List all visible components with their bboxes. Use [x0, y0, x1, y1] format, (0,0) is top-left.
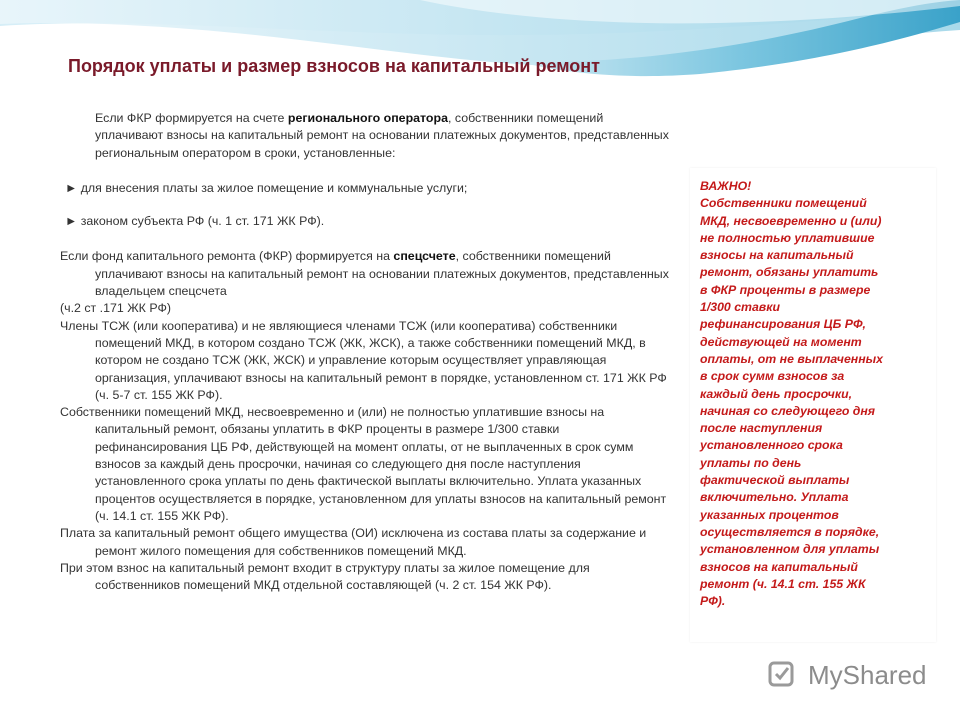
notice-line: установленного срока: [700, 438, 843, 453]
notice-line: ремонт, обязаны уплатить: [700, 265, 879, 280]
paragraph-late-payment: Собственники помещений МКД, несвоевременно и (или) не полностью уплатившие взносы на капитальный ремонт, обязаны уплатить в ФКР проценты в размере 1/300 ставки рефинансирования ЦБ РФ, действующей на момент оплаты, от не выплаченных в срок сумм взносов за каждый день просрочки, начиная со следующего дня после наступления установленного срока уплаты по день фактической выплаты включительно. Уплата указанных процентов осуществляется в порядке, установленном для уплаты взносов на капитальный ремонт (ч. 14.1 ст. 155 ЖК РФ).: [60, 405, 667, 523]
paragraph-special-account-ref: (ч.2 ст .171 ЖК РФ): [60, 301, 172, 316]
notice-line: ремонт (ч. 14.1 ст. 155 ЖК: [700, 576, 866, 591]
notice-line: взносов на капитальный: [700, 559, 858, 574]
notice-line: включительно. Уплата: [700, 490, 849, 505]
notice-line: МКД, несвоевременно и (или): [700, 213, 882, 228]
paragraph-fee-structure: При этом взнос на капитальный ремонт входит в структуру платы за жилое помещение для собственников помещений МКД отдельной составляющей (ч. 2 ст. 154 ЖК РФ).: [60, 560, 590, 593]
notice-line: 1/300 ставки: [700, 300, 780, 315]
notice-line: в ФКР проценты в размере: [700, 282, 871, 297]
notice-line: в срок сумм взносов за: [700, 369, 845, 384]
page-title: Порядок уплаты и размер взносов на капитальный ремонт: [68, 56, 600, 76]
notice-line: оплаты, от не выплаченных: [700, 351, 883, 366]
notice-line: установленном для уплаты: [700, 542, 880, 557]
bullet-utility-payment: ► для внесения платы за жилое помещение и коммунальные услуги;: [65, 180, 468, 195]
notice-line: действующей на момент: [700, 334, 862, 349]
paragraph-special-account: Если фонд капитального ремонта (ФКР) формируется на спецсчете, собственники помещений уплачивают взносы на капитальный ремонт на основании платежных документов, представленных владельцем спецсчета: [60, 249, 669, 299]
notice-line: ВАЖНО!: [700, 179, 752, 193]
notice-line: РФ).: [700, 594, 726, 609]
paragraph-fee-excluded: Плата за капитальный ремонт общего имущества (ОИ) исключена из состава платы за содержание и ремонт жилого помещения для собственников помещений МКД.: [60, 526, 647, 558]
notice-line: указанных процентов: [700, 507, 839, 522]
paragraph-hoa-members: Члены ТСЖ (или кооператива) и не являющиеся членами ТСЖ (или кооператива) собственники помещений МКД, в котором создано ТСЖ (ЖК, ЖСК), а также собственники помещений МКД, в котором не создано ТСЖ (ЖК, ЖСК) и управление которым осуществляет управляющая организация, уплачивают взносы на капитальный ремонт в порядке, установленном ст. 171 ЖК РФ (ч. 5-7 ст. 155 ЖК РФ).: [60, 318, 667, 402]
important-notice-text: [700, 178, 926, 610]
notice-line: не полностью уплатившие: [700, 230, 875, 245]
myshared-logo-icon: [770, 663, 792, 685]
myshared-watermark-text: MyShared: [808, 660, 927, 690]
paragraph-regional-operator: Если ФКР формируется на счете регионального оператора, собственники помещений уплачивают взносы на капитальный ремонт на основании платежных документов, представленных региональным оператором в сроки, установленные:: [95, 111, 669, 160]
notice-line: Собственники помещений: [700, 196, 867, 211]
bullet-regional-law: ► законом субъекта РФ (ч. 1 ст. 171 ЖК РФ).: [65, 214, 325, 229]
notice-line: каждый день просрочки,: [700, 386, 853, 401]
notice-line: взносы на капитальный: [700, 248, 854, 263]
notice-line: после наступления: [700, 421, 823, 436]
notice-line: рефинансирования ЦБ РФ,: [700, 317, 866, 332]
notice-line: осуществляется в порядке,: [700, 524, 880, 539]
main-text: [60, 110, 670, 594]
notice-line: фактической выплаты: [700, 473, 850, 488]
notice-line: уплаты по день: [700, 455, 802, 470]
notice-line: начиная со следующего дня: [700, 403, 876, 418]
